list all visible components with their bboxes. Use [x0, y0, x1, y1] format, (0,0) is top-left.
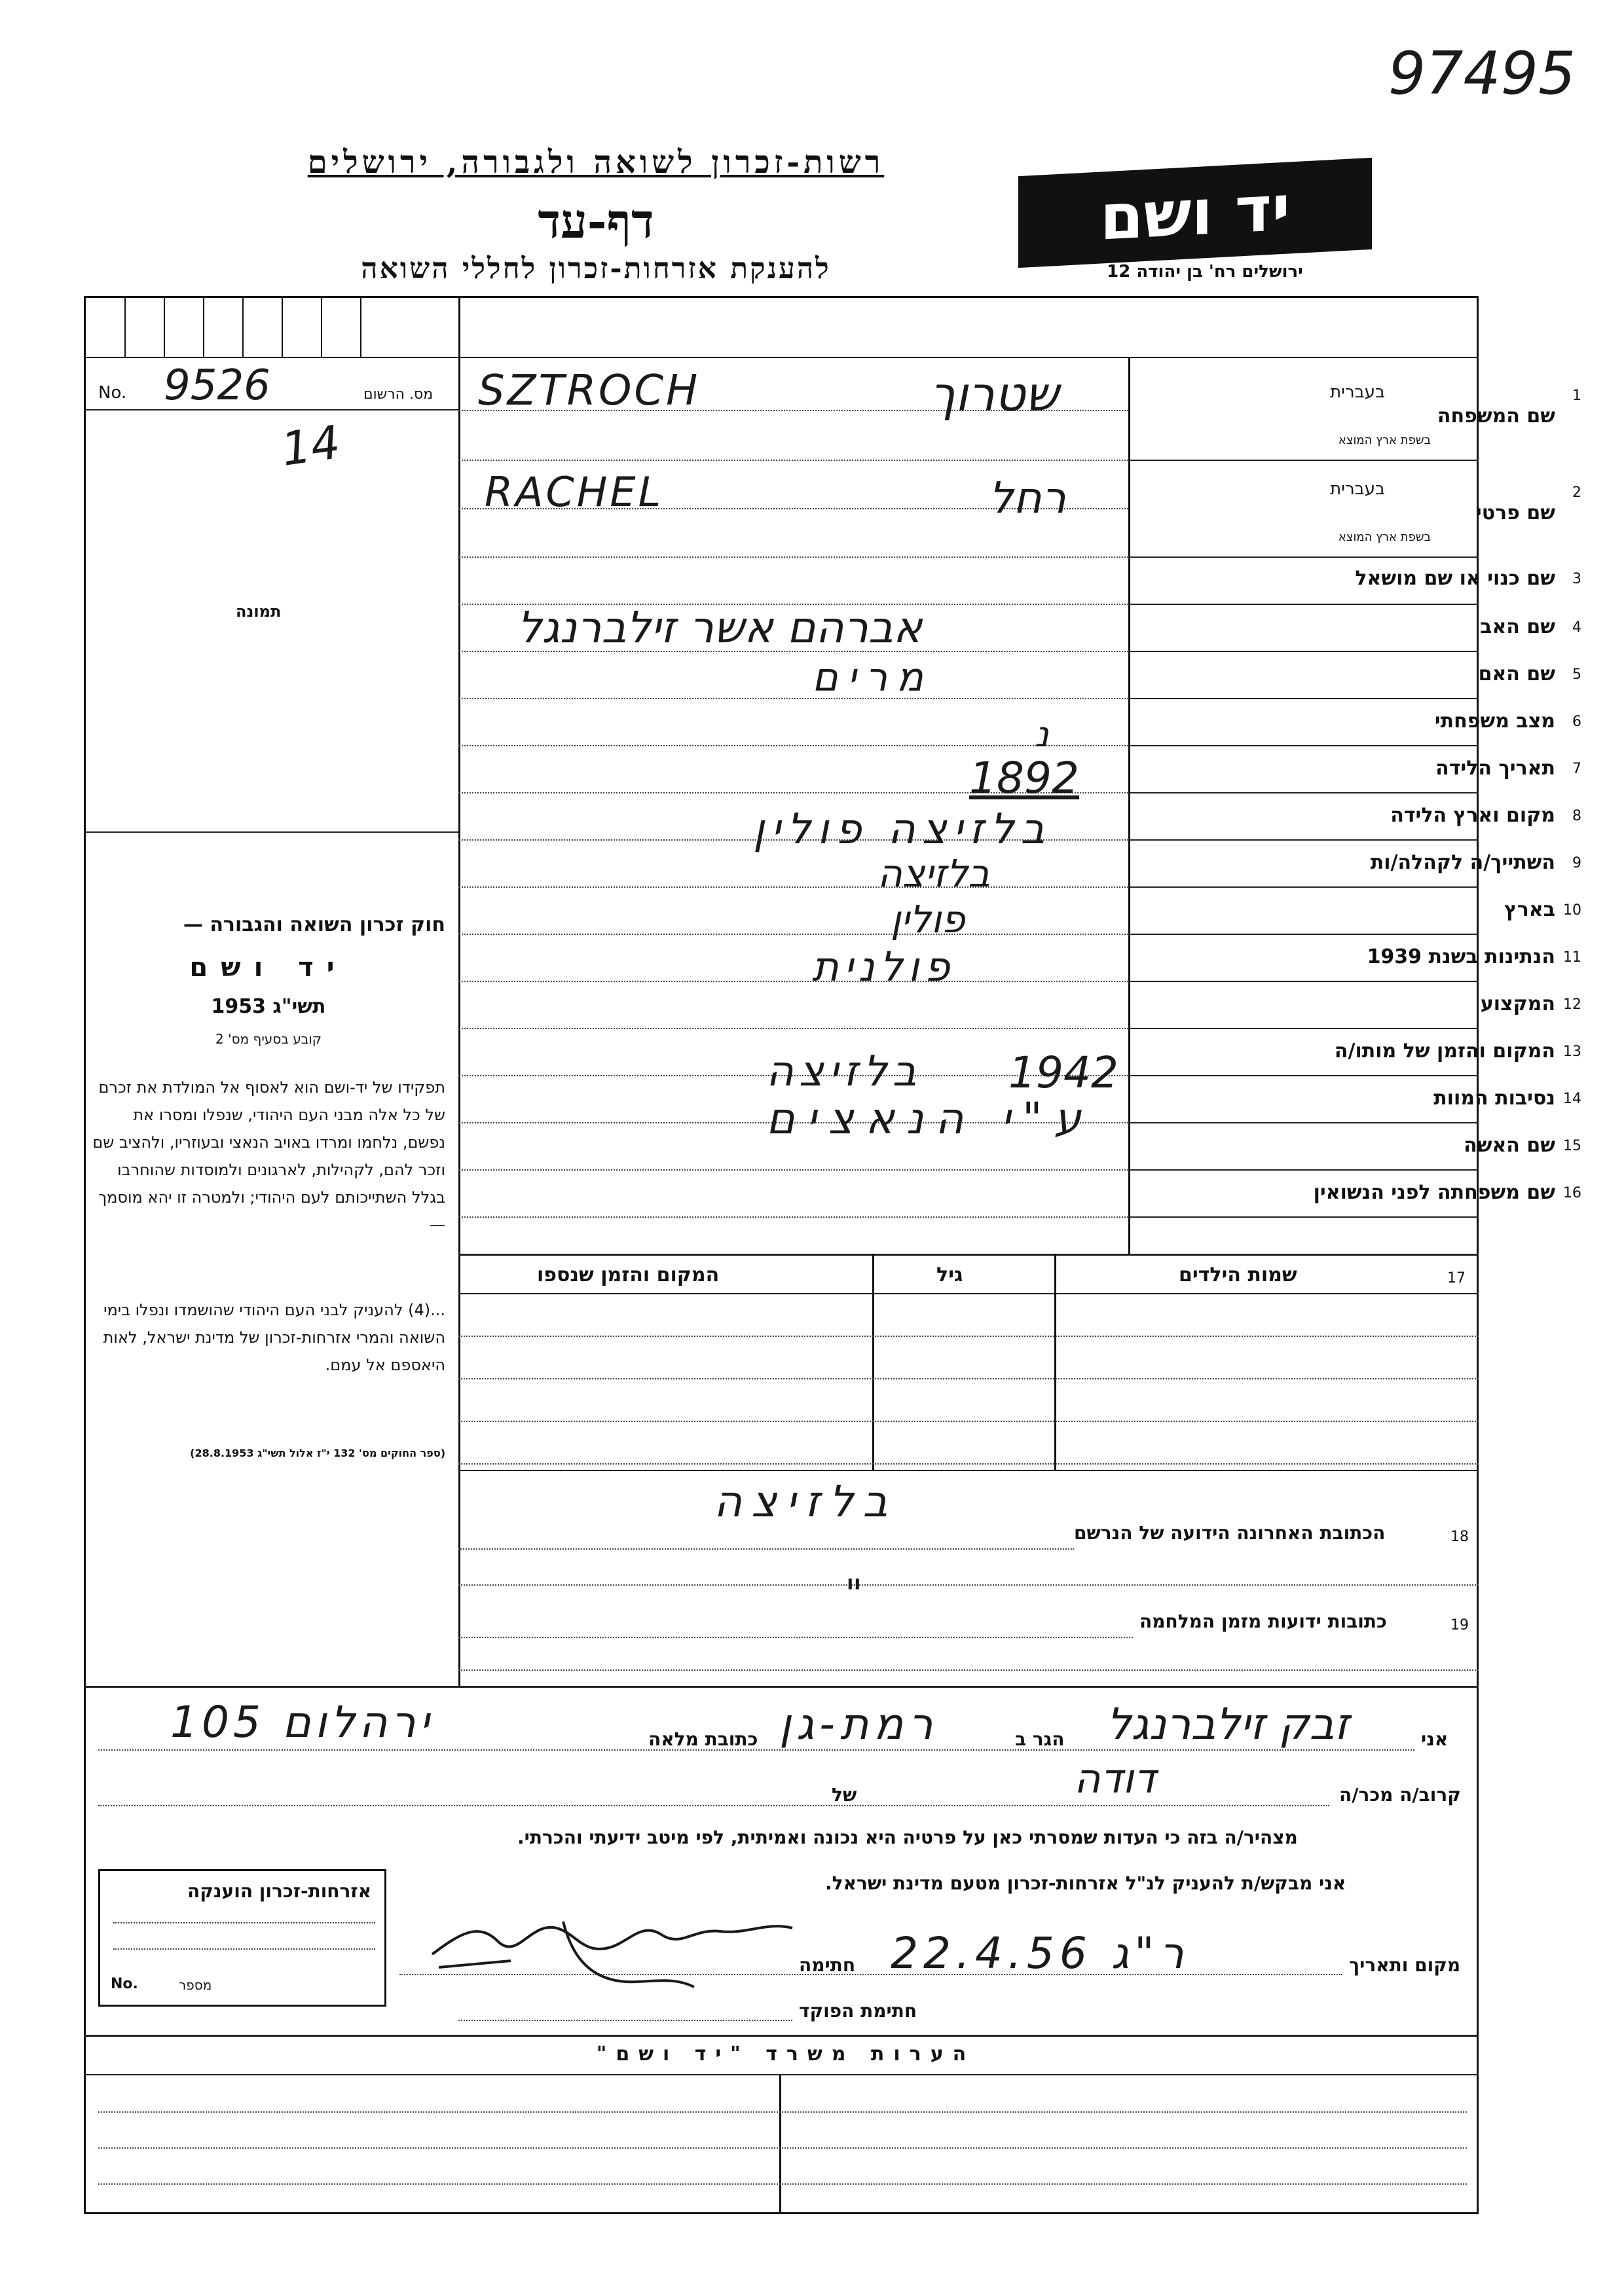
registration-number: 9526: [164, 361, 270, 410]
field-birth-date: 7 תאריך הלידה: [1435, 757, 1581, 780]
law-title: חוק זכרון השואה והגבורה —: [183, 913, 445, 936]
decl-of-label: של: [832, 1784, 857, 1806]
decl-i-label: אני: [1421, 1728, 1449, 1750]
decl-relative-label: קרוב/ה מכר/ה: [1339, 1784, 1461, 1806]
law-name: יד ושם: [189, 953, 348, 983]
country-value: פולין: [891, 897, 965, 941]
declarant-street: ירהלום 105: [170, 1697, 434, 1747]
field-18-label: הכתובת האחרונה הידועה של הנרשם: [1074, 1522, 1386, 1544]
field-19-label: כתובות ידועות מזמן המלחמה: [1139, 1611, 1387, 1632]
death-place-value: בלזיצה: [766, 1048, 922, 1096]
officer-signature-label: חתימת הפוקד: [799, 2000, 917, 2022]
photo-label: תמונה: [236, 602, 282, 621]
field-firstname: 2 שם פרטי בעברית בשפת ארץ המוצא: [1330, 479, 1581, 544]
surname-latin: SZTROCH: [478, 367, 701, 415]
death-year-value: 1942: [1008, 1048, 1118, 1098]
children-col-place: המקום והזמן שנספו: [537, 1264, 720, 1286]
birth-date-marker: נ: [1035, 714, 1049, 755]
field-alias: 3 שם כנוי או שם מושאל: [1355, 567, 1581, 590]
stamp-box-title: אזרחות-זכרון הוענקה: [187, 1880, 371, 1902]
field-18-num: 18: [1450, 1529, 1469, 1545]
field-wife-name: 15 שם האשה: [1464, 1134, 1581, 1157]
remarks-title: הערות משרד "יד ושם": [596, 2043, 976, 2066]
declarant-city: רמת-גן: [779, 1699, 938, 1749]
firstname-latin: RACHEL: [485, 468, 664, 516]
field-mother: 5 שם האם: [1478, 663, 1581, 685]
firstname-hebrew: רחל: [989, 473, 1066, 523]
decl-signature-label: חתימה: [799, 1954, 856, 1976]
field-wife-maiden-name: 16 שם משפחתה לפני הנשואין: [1313, 1181, 1581, 1204]
form-title: דף-עד: [538, 193, 654, 249]
field-country: 10 בארץ: [1504, 898, 1581, 921]
field-father: 4 שם האב: [1480, 615, 1581, 638]
decl-request: אני מבקש/ת להעניק לנ"ל אזרחות-זכרון מטעם מדינת ישראל.: [825, 1872, 1346, 1894]
field-birth-place: 8 מקום וארץ הלידה: [1390, 804, 1581, 827]
registration-label: מס. הרשום: [363, 386, 434, 403]
surname-hebrew: שטרוך: [930, 367, 1059, 422]
birth-place: בלזיצה פולין: [753, 805, 1052, 854]
birth-date: 1892: [969, 753, 1079, 803]
form-subtitle: להענקת אזרחות-זכרון לחללי השואה: [361, 252, 831, 285]
field-death-circumstances: 14 נסיבות המוות: [1433, 1087, 1581, 1110]
last-address-value: בלזיצה: [714, 1476, 897, 1527]
logo-address: ירושלים רח' בן יהודה 12: [1107, 262, 1303, 282]
field-nationality-1939: 11 הנתינות בשנת 1939: [1367, 945, 1581, 968]
father-name: אברהם אשר זילברנגל: [517, 602, 923, 653]
declarant-relation: דודה: [1074, 1755, 1156, 1802]
field-surname: 1 שם המשפחה בעברית בשפת ארץ המוצא: [1330, 382, 1581, 447]
field-profession: 12 המקצוע: [1480, 993, 1581, 1015]
stamp-box-number-label: מספר: [179, 1977, 212, 1993]
registration-sub: 14: [278, 415, 344, 477]
children-col-names: שמות הילדים: [1179, 1264, 1297, 1286]
law-source: (ספר החוקים מס' 132 י"ז אלול תשי"ג 28.8.1953): [190, 1447, 445, 1459]
field-marital-status: 6 מצב משפחתי: [1434, 710, 1581, 733]
declarant-name: זבק זילברנגל: [1107, 1699, 1350, 1749]
decl-place-date-label: מקום ותאריך: [1349, 1954, 1461, 1976]
decl-address-label: כתובת מלאה: [648, 1728, 758, 1750]
death-circumstances-value: ע"י הנאצים: [766, 1093, 1093, 1144]
declarant-signature: [419, 1895, 812, 2000]
logo-text: יד ושם: [1099, 171, 1291, 255]
law-year: תשי"ג 1953: [211, 995, 326, 1018]
nationality-value: פולנית: [812, 943, 955, 991]
law-clause: קובע בסעיף מס' 2: [215, 1031, 322, 1047]
wartime-address-value: ": [845, 1571, 863, 1617]
place-date-value: ר"ג 22.4.56: [891, 1928, 1189, 1978]
field-19-num: 19: [1450, 1617, 1469, 1633]
children-field-num: 17: [1447, 1270, 1466, 1286]
law-paragraph-2: ...(4) להעניק לבני העם היהודי שהושמדו ונפלו בימי השואה והמרי אזרחות-זכרון של מדינת ישראל, לאות היאספם אל עמם.: [103, 1301, 445, 1374]
authority-title: רשות-זכרון לשואה ולגבורה, ירושלים: [307, 144, 885, 181]
field-death-place-time: 13 המקום והזמן של מותו/ה: [1334, 1040, 1581, 1063]
citizenship-stamp-box: [98, 1869, 386, 2007]
community-value: בלזיצה: [877, 851, 990, 896]
decl-living-label: הגר ב: [1015, 1728, 1065, 1750]
law-paragraph-1: תפקידו של יד-ושם הוא לאסוף אל המולדת את זכרם של כל אלה מבני העם היהודי, שנפלו ומסרו את נפשם, נלחמו ומרדו באויב הנאצי ובעוזריו, ולהציב שם וזכר להם, לקהילות, לארגונים ולמוסדות שהוחרבו בגלל השתייכותם לעם היהודי; ולמטרה זו יהא מוסמך —: [92, 1078, 445, 1234]
archive-number: 97495: [1388, 39, 1576, 108]
stamp-box-no: No.: [111, 1976, 138, 1992]
yad-vashem-logo: [1018, 158, 1372, 268]
no-label: No.: [98, 383, 127, 403]
mother-name: מרים: [812, 655, 932, 701]
children-col-age: גיל: [936, 1264, 963, 1286]
field-community: 9 השתייך/ה לקהלה/ות: [1370, 851, 1581, 874]
decl-statement: מצהיר/ה בזה כי העדות שמסרתי כאן על פרטיה היא נכונה ואמיתית, לפי מיטב ידיעתי והכרתי.: [517, 1827, 1298, 1848]
